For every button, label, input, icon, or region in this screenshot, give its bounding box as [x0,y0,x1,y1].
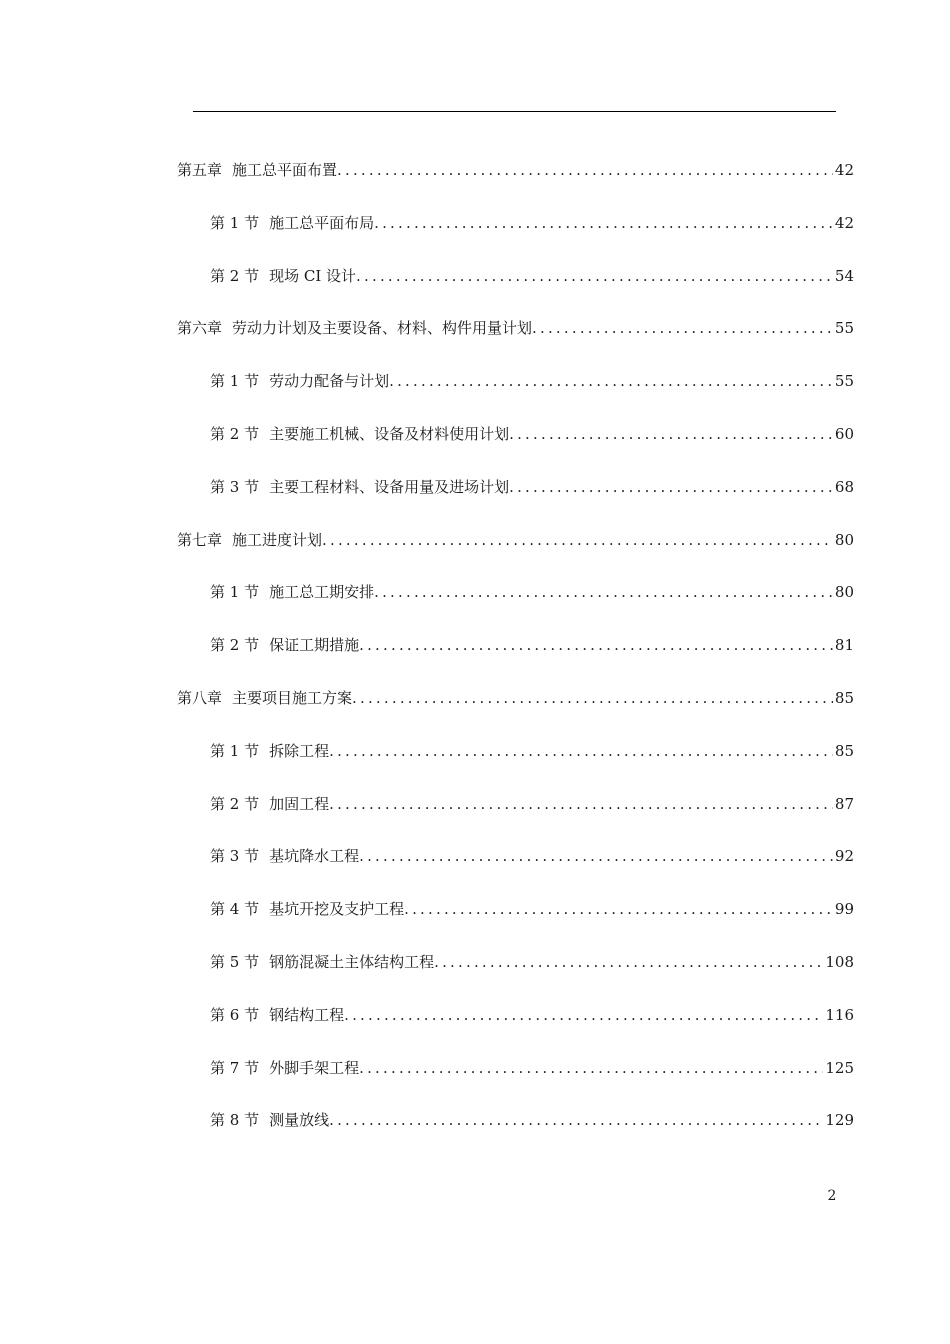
dot-leader [509,475,833,499]
toc-entry-label [177,528,322,552]
dot-leader [329,739,833,763]
toc-entry-number: 第五章 [177,161,223,179]
toc-entry-title: 钢结构工程 [269,1005,345,1024]
toc-entry-page: 129 [825,1111,854,1130]
page-number: 2 [827,1188,837,1204]
toc-entry-number: 第 1 节 [210,741,260,760]
toc-entry-label [210,792,329,816]
toc-entry-page: 68 [834,477,854,496]
toc-entry-label [210,1108,329,1132]
dot-leader [322,528,833,552]
toc-section-entry[interactable] [210,739,854,763]
toc-entry-number: 第 1 节 [210,583,260,602]
toc-entry-label [177,158,337,182]
toc-entry-number: 第 6 节 [210,1005,260,1024]
toc-entry-title: 施工总工期安排 [269,583,375,602]
toc-entry-page: 80 [834,583,854,602]
toc-entry-number: 第 2 节 [210,636,260,655]
toc-chapter-entry[interactable] [177,686,854,710]
toc-entry-title: 钢筋混凝土主体结构工程 [269,953,435,971]
toc-entry-page: 108 [825,953,854,971]
toc-entry-page: 116 [825,1005,854,1024]
toc-entry-number: 第 5 节 [210,953,260,971]
toc-entry-number: 第 1 节 [210,372,260,391]
toc-entry-label [210,1003,344,1027]
toc-entry-number: 第 3 节 [210,847,260,866]
toc-entry-number: 第 2 节 [210,425,260,443]
dot-leader [509,422,833,446]
toc-section-entry[interactable] [210,633,854,657]
toc-entry-page: 55 [834,319,854,338]
toc-entry-title: 施工进度计划 [232,530,323,549]
toc-entry-title: 现场 CI 设计 [269,266,357,285]
toc-entry-page: 55 [834,372,854,391]
toc-entry-label [177,686,352,710]
dot-leader [344,1003,823,1027]
toc-section-entry[interactable] [210,950,854,974]
toc-entry-title: 基坑开挖及支护工程 [269,900,405,919]
toc-entry-number: 第 1 节 [210,213,260,232]
dot-leader [374,580,833,604]
toc-section-entry[interactable] [210,580,854,604]
toc-entry-page: 99 [834,900,854,919]
dot-leader [337,158,833,182]
toc-entry-label [210,633,359,657]
toc-entry-label [210,211,374,235]
toc-entry-number: 第八章 [177,689,223,707]
toc-entry-page: 80 [834,530,854,549]
dot-leader [389,369,833,393]
toc-entry-label [210,264,356,288]
toc-entry-title: 外脚手架工程 [269,1058,360,1077]
toc-entry-label [177,316,532,340]
toc-entry-title: 保证工期措施 [269,636,360,655]
toc-entry-title: 劳动力配备与计划 [269,372,390,391]
toc-entry-title: 主要施工机械、设备及材料使用计划 [269,425,510,443]
toc-entry-page: 54 [834,266,854,285]
dot-leader [359,1056,823,1080]
toc-entry-title: 基坑降水工程 [269,847,360,866]
toc-section-entry[interactable] [210,264,854,288]
toc-entry-title: 主要项目施工方案 [232,689,353,707]
toc-entry-page: 60 [834,425,854,443]
toc-entry-label [210,369,389,393]
toc-section-entry[interactable] [210,422,854,446]
toc-entry-label [210,1056,359,1080]
dot-leader [404,897,833,921]
dot-leader [359,633,833,657]
toc-section-entry[interactable] [210,792,854,816]
toc-section-entry[interactable] [210,1003,854,1027]
toc-entry-page: 85 [834,741,854,760]
toc-chapter-entry[interactable] [177,528,854,552]
toc-entry-label [210,580,374,604]
toc-entry-page: 42 [834,161,854,179]
toc-entry-number: 第 7 节 [210,1058,260,1077]
toc-entry-number: 第 2 节 [210,794,260,813]
toc-entry-title: 主要工程材料、设备用量及进场计划 [269,477,510,496]
toc-section-entry[interactable] [210,369,854,393]
dot-leader [352,686,833,710]
toc-chapter-entry[interactable] [177,316,854,340]
toc-entry-title: 拆除工程 [269,741,330,760]
toc-entry-number: 第 4 节 [210,900,260,919]
toc-section-entry[interactable] [210,475,854,499]
toc-entry-page: 85 [834,689,854,707]
toc-entry-title: 测量放线 [269,1111,330,1130]
dot-leader [532,316,833,340]
toc-entry-label [210,897,404,921]
toc-entry-label [210,422,509,446]
toc-entry-label [210,844,359,868]
toc-entry-title: 劳动力计划及主要设备、材料、构件用量计划 [232,319,533,338]
toc-section-entry[interactable] [210,1056,854,1080]
dot-leader [356,264,833,288]
dot-leader [329,792,833,816]
dot-leader [329,1108,823,1132]
toc-section-entry[interactable] [210,1108,854,1132]
toc-entry-page: 92 [834,847,854,866]
toc-entry-number: 第 8 节 [210,1111,260,1130]
toc-entry-page: 125 [825,1058,854,1077]
toc-entry-number: 第 3 节 [210,477,260,496]
dot-leader [374,211,833,235]
toc-section-entry[interactable] [210,844,854,868]
toc-entry-number: 第七章 [177,530,223,549]
toc-entry-label [210,950,434,974]
toc-entry-number: 第六章 [177,319,223,338]
toc-entry-title: 施工总平面布局 [269,213,375,232]
toc-entry-number: 第 2 节 [210,266,260,285]
toc-entry-page: 81 [834,636,854,655]
toc-entry-title: 加固工程 [269,794,330,813]
dot-leader [359,844,833,868]
toc-entry-page: 42 [834,213,854,232]
toc-chapter-entry[interactable] [177,158,854,182]
toc-entry-title: 施工总平面布置 [232,161,338,179]
toc-entry-label [210,475,509,499]
dot-leader [434,950,823,974]
toc-section-entry[interactable] [210,211,854,235]
toc-entry-label [210,739,329,763]
toc-entry-page: 87 [834,794,854,813]
toc-section-entry[interactable] [210,897,854,921]
